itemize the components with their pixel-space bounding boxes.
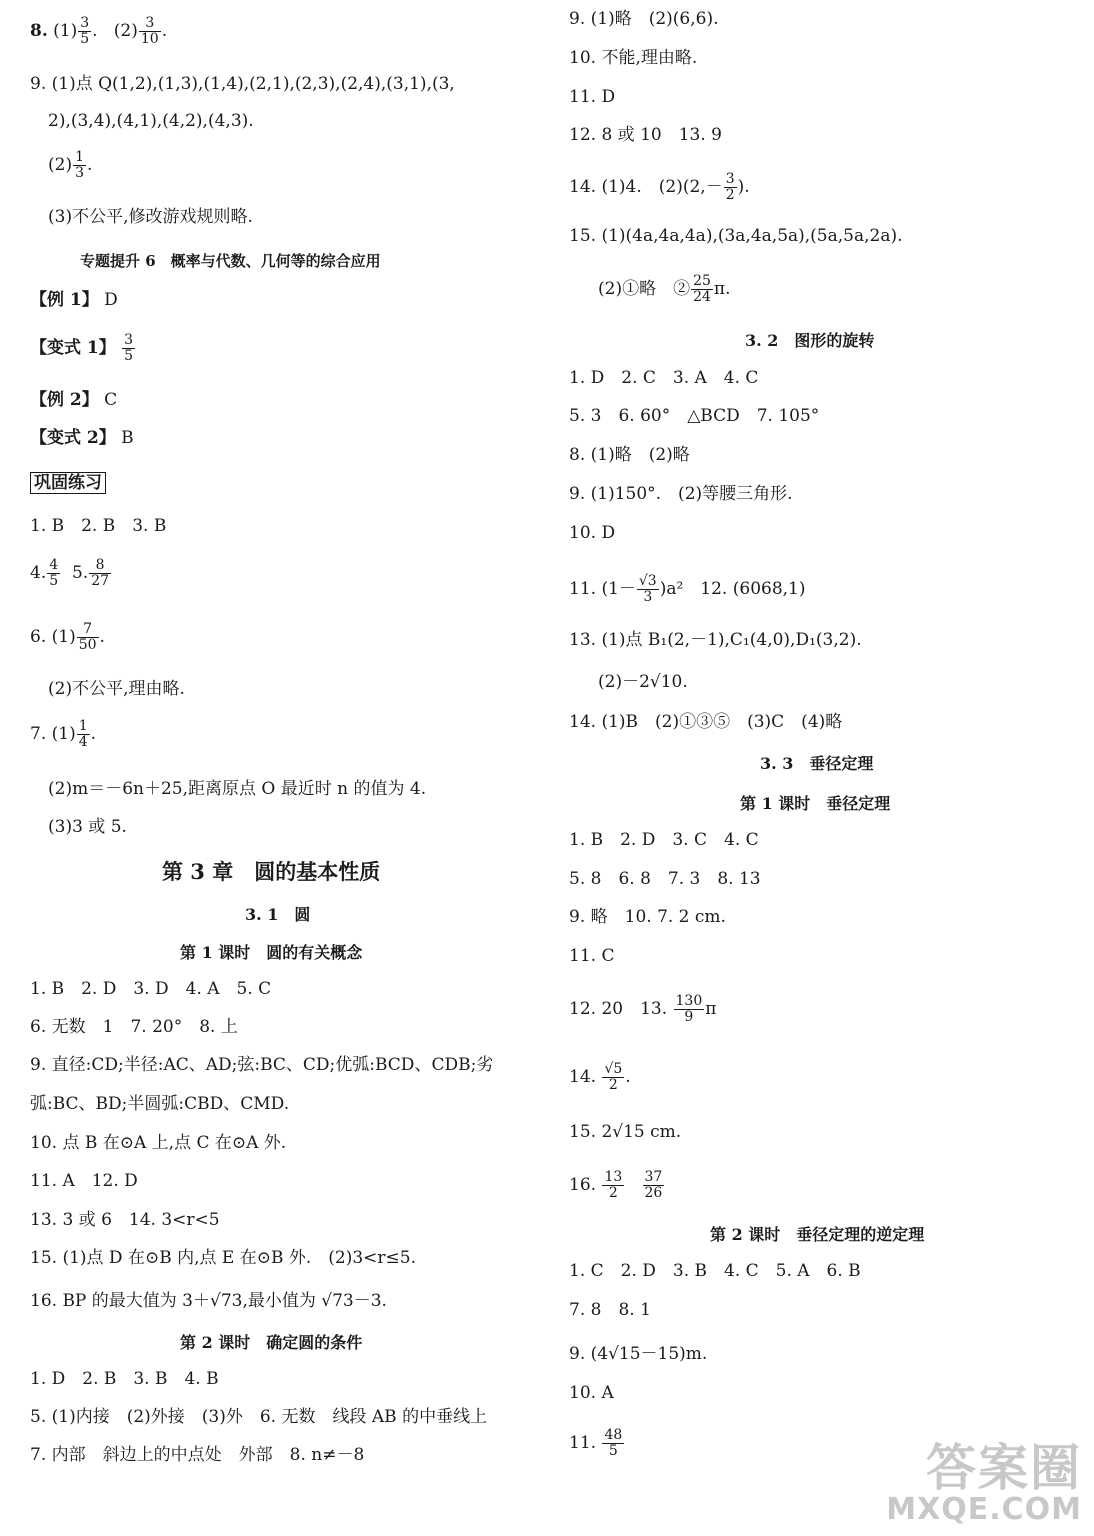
fraction: $\frac{3}{10}$ — [140, 15, 159, 47]
fraction: $\frac{48}{5}$ — [604, 1427, 623, 1459]
r-q14: 14. (1)4. (2)(2,－ $\frac{3}{2}$ ). — [569, 171, 750, 203]
s33-q14: 14. $\frac{√5}{2}$ . — [569, 1061, 631, 1093]
fraction: $\frac{13}{2}$ — [604, 1169, 623, 1201]
r-q9: 9. (1)略 (2)(6,6). — [569, 9, 719, 29]
l1-q11-12: 11. A 12. D — [30, 1171, 138, 1191]
s32-q14: 14. (1)B (2)①③⑤ (3)C (4)略 — [569, 712, 843, 732]
chapter-title: 第 3 章 圆的基本性质 — [162, 859, 381, 884]
s32-q11-12: 11. (1－ $\frac{√3}{3}$ )a² 12. (6068,1) — [569, 573, 806, 605]
fraction: $\frac{3}{5}$ — [124, 332, 134, 364]
section-3-2: 3. 2 图形的旋转 — [745, 331, 875, 350]
practice-6-2: (2)不公平,理由略. — [48, 679, 185, 699]
t-q10: 10. A — [569, 1383, 614, 1403]
r-q11: 11. D — [569, 87, 616, 107]
fraction: $\frac{7}{50}$ — [78, 621, 97, 653]
lesson-2-title: 第 2 课时 确定圆的条件 — [180, 1333, 363, 1352]
s32-q13-part2: (2)－2√10. — [598, 672, 688, 692]
fraction: $\frac{25}{24}$ — [693, 273, 711, 305]
practice-7-1: 7. (1) $\frac{1}{4}$ . — [30, 718, 97, 750]
r-q15-part2: (2)①略 ② $\frac{25}{24}$ π. — [598, 273, 731, 305]
fraction: $\frac{8}{27}$ — [91, 557, 110, 589]
l1-q9-b: 弧:BC、BD;半圆弧:CBD、CMD. — [30, 1094, 290, 1114]
l1-q13-14: 13. 3 或 6 14. 3<r<5 — [30, 1210, 220, 1230]
l1-q6-8: 6. 无数 1 7. 20° 8. 上 — [30, 1017, 238, 1037]
s33-q5-8: 5. 8 6. 8 7. 3 8. 13 — [569, 869, 761, 889]
section-3-3: 3. 3 垂径定理 — [760, 754, 874, 773]
s33-q1-4: 1. B 2. D 3. C 4. C — [569, 830, 759, 850]
fraction: $\frac{1}{4}$ — [78, 718, 88, 750]
l1-q10: 10. 点 B 在⊙A 上,点 C 在⊙A 外. — [30, 1133, 287, 1153]
practice-7-2: (2)m＝－6n＋25,距离原点 O 最近时 n 的值为 4. — [48, 779, 427, 799]
variant-1: 【变式 1】 $\frac{3}{5}$ — [30, 332, 134, 364]
watermark-url: MXQE.COM — [886, 1492, 1082, 1527]
fraction: $\frac{130}{9}$ — [675, 993, 703, 1025]
l1-q16: 16. BP 的最大值为 3＋√73,最小值为 √73－3. — [30, 1291, 387, 1311]
s33-q11: 11. C — [569, 946, 615, 966]
watermark-logo-text: 答案圈 — [926, 1439, 1082, 1497]
l1-q9-a: 9. 直径:CD;半径:AC、AD;弦:BC、CD;优弧:BCD、CDB;劣 — [30, 1055, 494, 1075]
t-q1-6: 1. C 2. D 3. B 4. C 5. A 6. B — [569, 1261, 861, 1281]
fraction: $\frac{1}{3}$ — [75, 149, 85, 181]
s33-q9-10: 9. 略 10. 7. 2 cm. — [569, 907, 726, 927]
s32-q5-7: 5. 3 6. 60° △BCD 7. 105° — [569, 406, 820, 426]
practice-4-5: 4. $\frac{4}{5}$ 5. $\frac{8}{27}$ — [30, 557, 110, 589]
fraction: $\frac{3}{2}$ — [725, 171, 735, 203]
s32-q8: 8. (1)略 (2)略 — [569, 445, 690, 465]
s33-q16: 16. $\frac{13}{2}$ $\frac{37}{26}$ — [569, 1169, 663, 1201]
s32-q10: 10. D — [569, 523, 616, 543]
s32-q1-4: 1. D 2. C 3. A 4. C — [569, 368, 759, 388]
example-2: 【例 2】 C — [30, 390, 118, 410]
l2-q7-8: 7. 内部 斜边上的中点处 外部 8. n≠－8 — [30, 1445, 365, 1465]
s32-q13: 13. (1)点 B₁(2,－1),C₁(4,0),D₁(3,2). — [569, 630, 862, 650]
q9-part2: (2) $\frac{1}{3}$ . — [48, 149, 93, 181]
l1-q15: 15. (1)点 D 在⊙B 内,点 E 在⊙B 外. (2)3<r≤5. — [30, 1248, 416, 1268]
practice-label: 巩固练习 — [30, 472, 106, 494]
q9-line2: 2),(3,4),(4,1),(4,2),(4,3). — [48, 111, 254, 131]
example-1: 【例 1】 D — [30, 290, 118, 310]
l1-q1-5: 1. B 2. D 3. D 4. A 5. C — [30, 979, 272, 999]
q9-line1: 9. (1)点 Q(1,2),(1,3),(1,4),(2,1),(2,3),(2,4),(3,1),(3, — [30, 74, 455, 94]
fraction: $\frac{37}{26}$ — [644, 1169, 663, 1201]
watermark — [886, 1439, 1082, 1527]
practice-1-3: 1. B 2. B 3. B — [30, 516, 167, 536]
q9-part3: (3)不公平,修改游戏规则略. — [48, 207, 253, 227]
topic-heading: 专题提升 6 概率与代数、几何等的综合应用 — [80, 252, 381, 270]
practice-7-3: (3)3 或 5. — [48, 817, 127, 837]
fraction: $\frac{3}{5}$ — [80, 15, 90, 47]
fraction: $\frac{√5}{2}$ — [604, 1061, 623, 1093]
r-q10: 10. 不能,理由略. — [569, 48, 698, 68]
q8: 8. (1) $\frac{3}{5}$ . (2) $\frac{3}{10}$ . — [30, 15, 168, 47]
l2-q1-4: 1. D 2. B 3. B 4. B — [30, 1369, 219, 1389]
t-q7-8: 7. 8 8. 1 — [569, 1300, 651, 1320]
lesson-1-title: 第 1 课时 圆的有关概念 — [180, 943, 363, 962]
s33-lesson-2-title: 第 2 课时 垂径定理的逆定理 — [710, 1225, 925, 1244]
practice-6-1: 6. (1) $\frac{7}{50}$ . — [30, 621, 105, 653]
t-q9: 9. (4√15－15)m. — [569, 1344, 708, 1364]
l2-q5-6: 5. (1)内接 (2)外接 (3)外 6. 无数 线段 AB 的中垂线上 — [30, 1407, 488, 1427]
s32-q9: 9. (1)150°. (2)等腰三角形. — [569, 484, 793, 504]
s33-q12-13: 12. 20 13. $\frac{130}{9}$ π — [569, 993, 717, 1025]
s33-q15: 15. 2√15 cm. — [569, 1122, 682, 1142]
t-q11: 11. $\frac{48}{5}$ — [569, 1427, 623, 1459]
s33-lesson-1-title: 第 1 课时 垂径定理 — [740, 794, 891, 813]
variant-2: 【变式 2】 B — [30, 428, 134, 448]
fraction: $\frac{√3}{3}$ — [638, 573, 657, 605]
r-q12-13: 12. 8 或 10 13. 9 — [569, 125, 722, 145]
r-q15: 15. (1)(4a,4a,4a),(3a,4a,5a),(5a,5a,2a). — [569, 226, 903, 246]
fraction: $\frac{4}{5}$ — [49, 557, 59, 589]
section-3-1: 3. 1 圆 — [245, 905, 311, 924]
